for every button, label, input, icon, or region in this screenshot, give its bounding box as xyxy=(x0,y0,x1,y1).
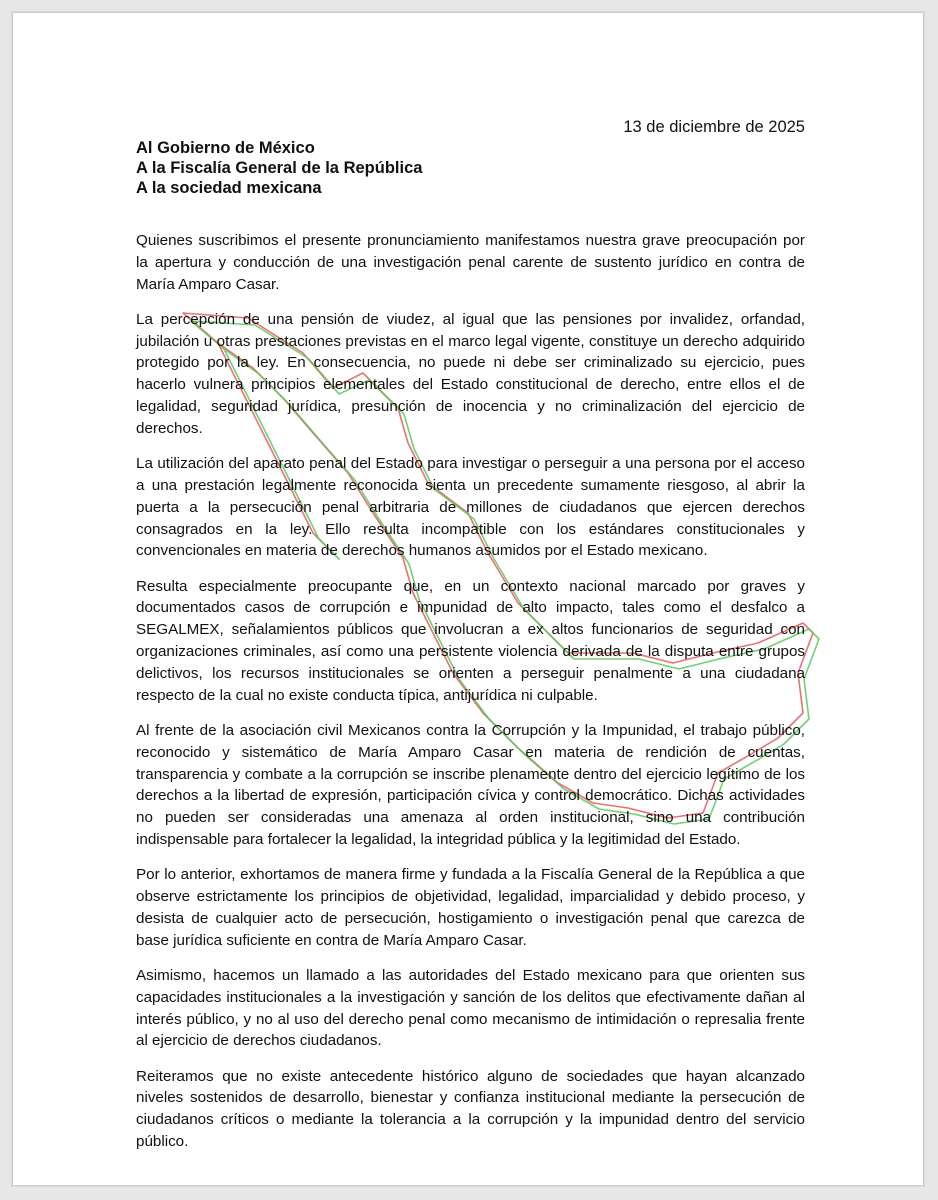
letter-body xyxy=(136,230,805,1166)
letter-page xyxy=(12,12,924,1186)
body-paragraph: La percepción de una pensión de viudez, al igual que las pensiones por invalidez, orfandad, jubilación u otras prestaciones previstas en el marco legal vigente, constituye un derecho adquirido protegido por la ley. En consecuencia, no puede ni debe ser criminalizado su ejercicio, pues hacerlo vulnera principios elementales del Estado constitucional de derecho, entre ellos el de legalidad, seguridad jurídica, presunción de inocencia y no criminalización del ejercicio de derechos. xyxy=(136,310,805,437)
addressee-line: A la sociedad mexicana xyxy=(136,179,322,197)
body-paragraph: Quienes suscribimos el presente pronunciamiento manifestamos nuestra grave preocupación por la apertura y conducción de una investigación penal carente de sustento jurídico en contra de María Amparo Casar. xyxy=(136,232,805,293)
body-paragraph: Asimismo, hacemos un llamado a las autoridades del Estado mexicano para que orienten sus capacidades institucionales a la investigación y sanción de los delitos que efectivamente dañan al interés público, y no al uso del derecho penal como mecanismo de intimidación o represalia frente al ejercicio de derechos ciudadanos. xyxy=(136,966,805,1050)
body-paragraph: Resulta especialmente preocupante que, en un contexto nacional marcado por graves y documentados casos de corrupción e impunidad de alto impacto, tales como el desfalco a SEGALMEX, señalamientos públicos que involucran a ex altos funcionarios de seguridad con organizaciones criminales, así como una persistente violencia derivada de la disputa entre grupos delictivos, los recursos institucionales se orienten a perseguir penalmente a una ciudadana respecto de la cual no existe conducta típica, antijurídica ni culpable. xyxy=(136,577,805,704)
body-paragraph: La utilización del aparato penal del Estado para investigar o perseguir a una persona por el acceso a una prestación legalmente reconocida sienta un precedente sumamente riesgoso, al abrir la puerta a la persecución penal arbitraria de millones de ciudadanos que ejercen derechos consagrados en la ley. Ello resulta incompatible con los estándares constitucionales y convencionales en materia de derechos humanos asumidos por el Estado mexicano. xyxy=(136,455,805,560)
addressees xyxy=(136,138,805,198)
body-paragraph: Reiteramos que no existe antecedente histórico alguno de sociedades que hayan alcanzado niveles sostenidos de desarrollo, bienestar y confianza institucional mediante la persecución de ciudadanos críticos o mediante la tolerancia a la corrupción y la impunidad dentro del servicio público. xyxy=(136,1067,805,1150)
letter-date: 13 de diciembre de 2025 xyxy=(623,118,805,136)
body-paragraph: Al frente de la asociación civil Mexicanos contra la Corrupción y la Impunidad, el trabajo público, reconocido y sistemático de María Amparo Casar en materia de rendición de cuentas, transparencia y combate a la corrupción se inscribe plenamente dentro del ejercicio legítimo de los derechos a la libertad de expresión, participación cívica y control democrático. Dichas actividades no pueden ser consideradas una amenaza al orden institucional, sino una contribución indispensable para fortalecer la legalidad, la integridad pública y la legitimidad del Estado. xyxy=(136,721,805,848)
body-paragraph: Por lo anterior, exhortamos de manera firme y fundada a la Fiscalía General de la República a que observe estrictamente los principios de objetividad, legalidad, imparcialidad y debido proceso, y desista de cualquier acto de persecución, hostigamiento o investigación penal que carezca de base jurídica suficiente en contra de María Amparo Casar. xyxy=(136,866,805,949)
addressee-line: A la Fiscalía General de la República xyxy=(136,159,423,177)
addressee-line: Al Gobierno de México xyxy=(136,139,315,157)
